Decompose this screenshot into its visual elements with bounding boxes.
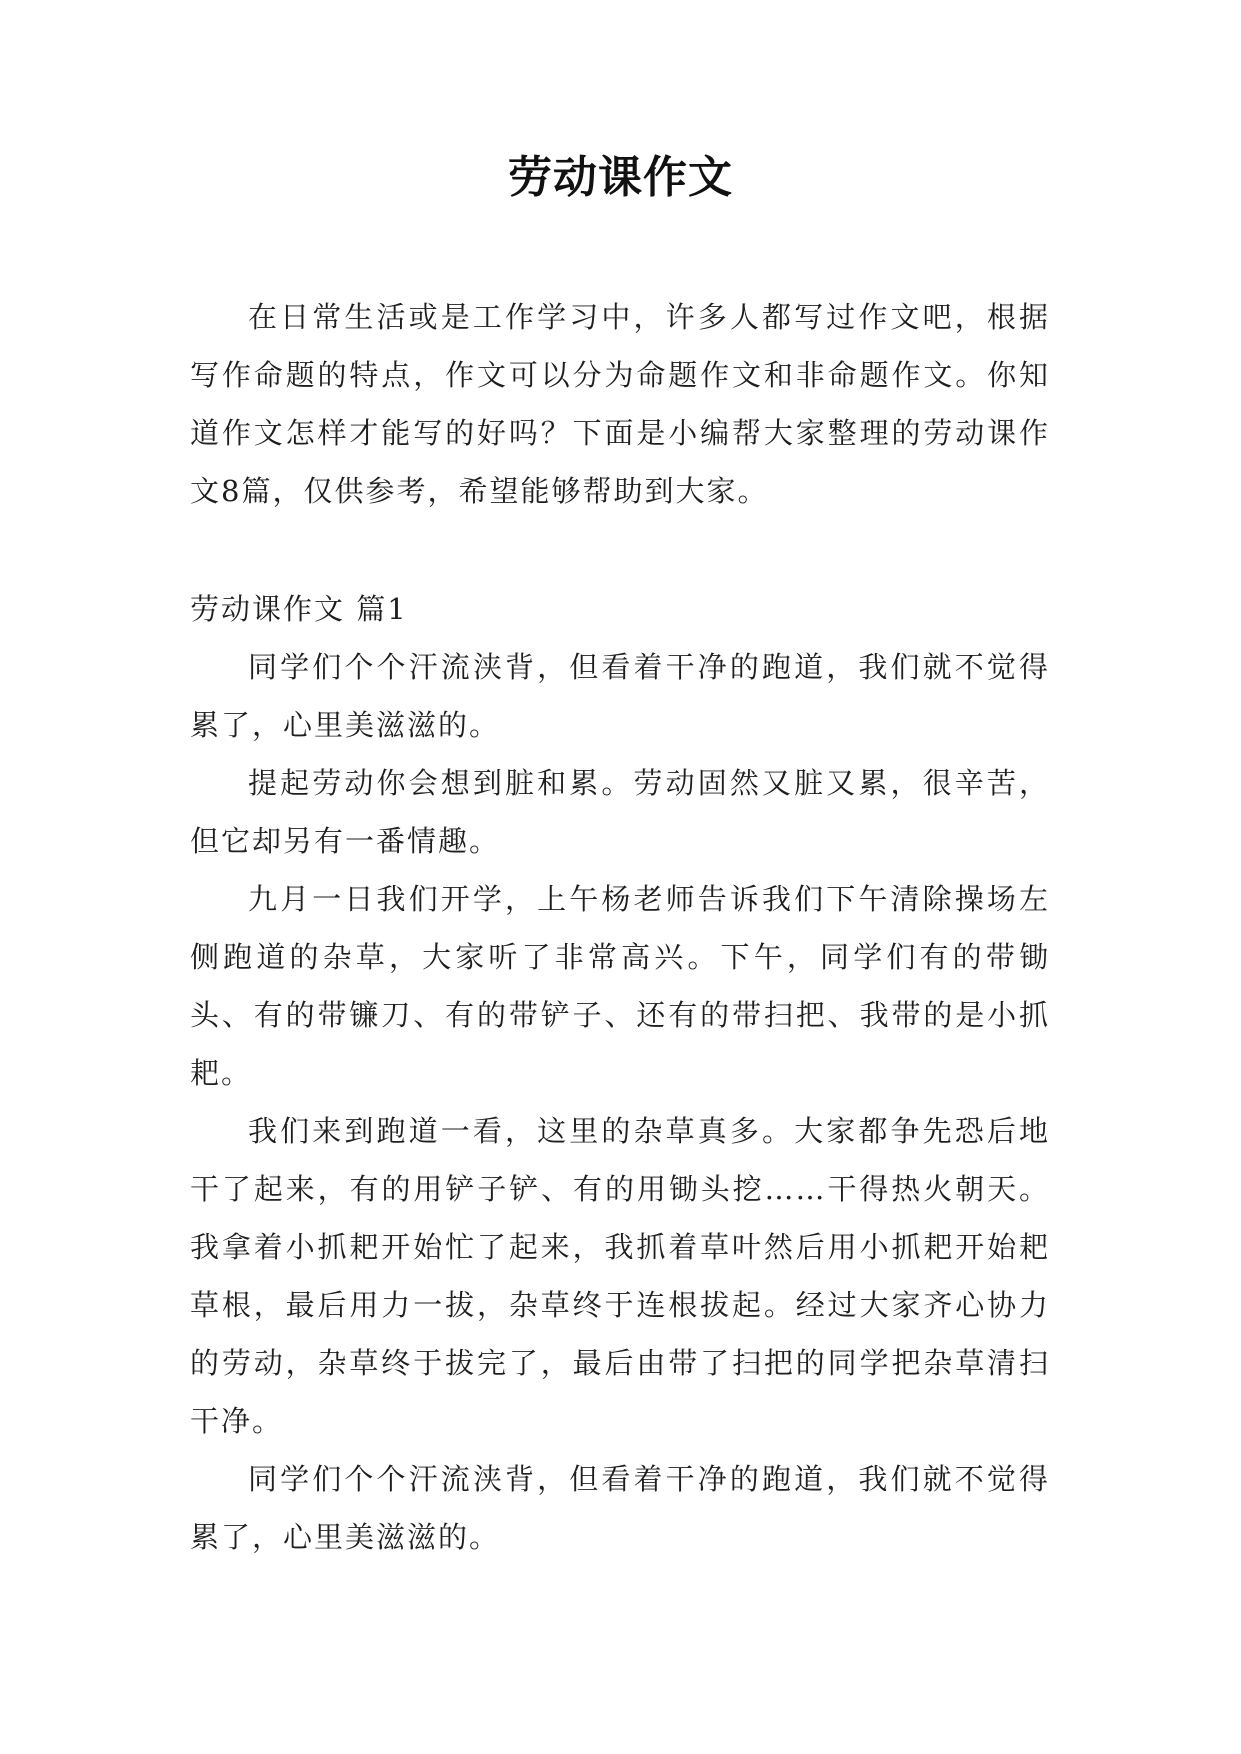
intro-block <box>190 288 1050 520</box>
section-heading: 劳动课作文 篇1 <box>190 592 408 626</box>
intro-paragraph: 在日常生活或是工作学习中，许多人都写过作文吧，根据写作命题的特点，作文可以分为命题作文和非命题作文。你知道作文怎样才能写的好吗？下面是小编帮大家整理的劳动课作文8篇，仅供参考，希望能够帮助到大家。 <box>190 300 1050 508</box>
essay-paragraph: 我们来到跑道一看，这里的杂草真多。大家都争先恐后地干了起来，有的用铲子铲、有的用锄头挖……干得热火朝天。我拿着小抓耙开始忙了起来，我抓着草叶然后用小抓耙开始耙草根，最后用力一拔，杂草终于连根拔起。经过大家齐心协力的劳动，杂草终于拔完了，最后由带了扫把的同学把杂草清扫干净。 <box>190 1114 1050 1438</box>
essay-paragraph: 同学们个个汗流浃背，但看着干净的跑道，我们就不觉得累了，心里美滋滋的。 <box>190 650 1050 742</box>
essay-paragraph: 提起劳动你会想到脏和累。劳动固然又脏又累，很辛苦，但它却另有一番情趣。 <box>190 766 1050 858</box>
essay-paragraph: 同学们个个汗流浃背，但看着干净的跑道，我们就不觉得累了，心里美滋滋的。 <box>190 1462 1050 1554</box>
essay-paragraph: 九月一日我们开学，上午杨老师告诉我们下午清除操场左侧跑道的杂草，大家听了非常高兴。下午，同学们有的带锄头、有的带镰刀、有的带铲子、还有的带扫把、我带的是小抓耙。 <box>190 882 1050 1090</box>
essay-section <box>190 580 1050 1566</box>
document-title: 劳动课作文 <box>508 152 733 203</box>
